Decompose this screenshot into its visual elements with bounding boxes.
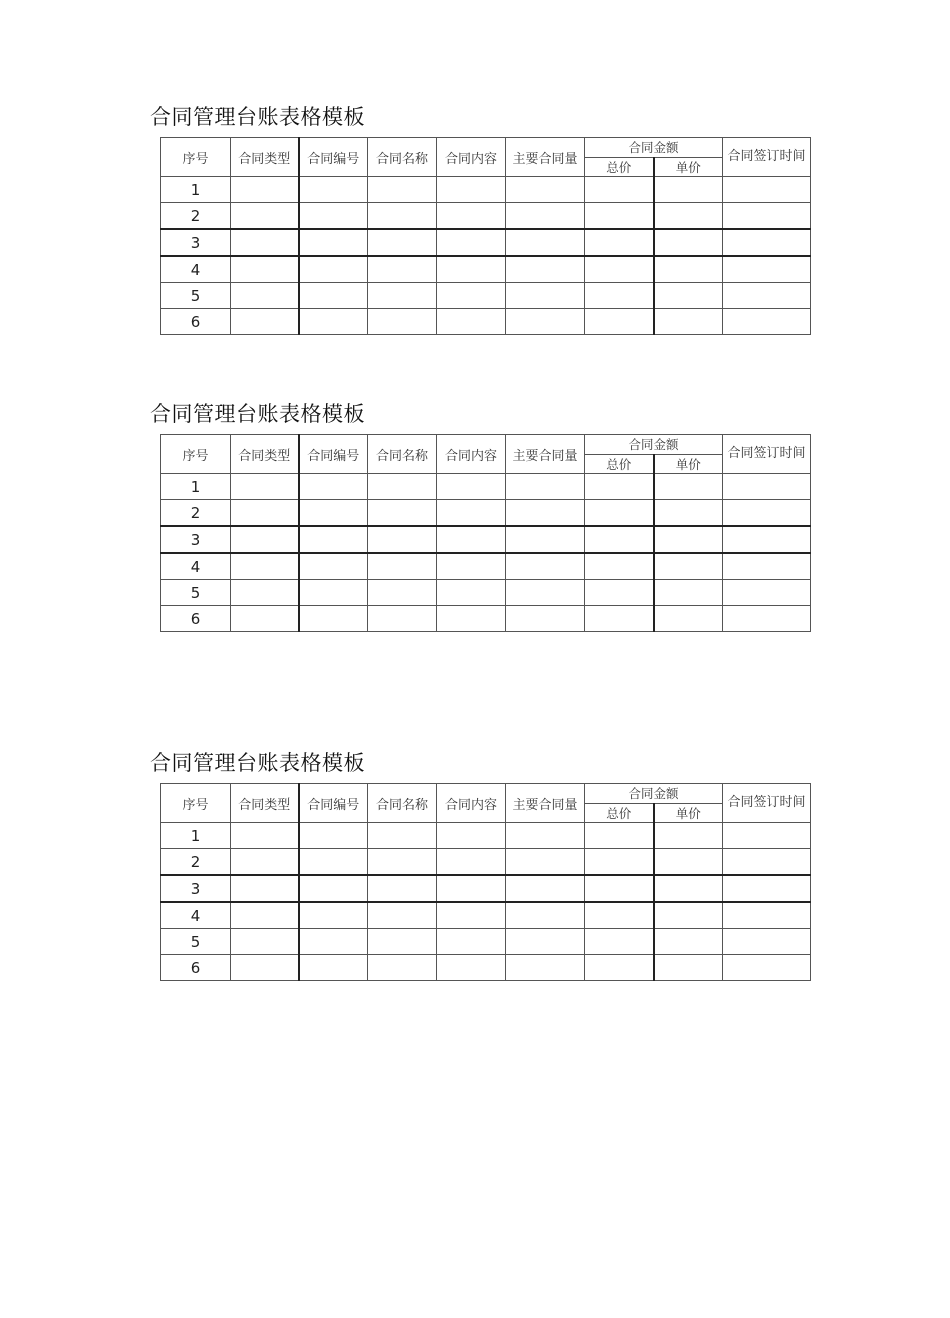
header-number: 合同编号 [299,138,368,177]
table-row [161,500,811,527]
header-total-price: 总价 [585,158,654,177]
header-name: 合同名称 [368,435,437,474]
row-number: 6 [161,606,231,632]
header-amount: 合同金额 [585,138,723,158]
table-row [161,875,811,902]
section-title: 合同管理台账表格模板 [150,402,365,426]
table-row [161,177,811,203]
table-row [161,283,811,309]
row-number: 5 [161,283,231,309]
header-quantity: 主要合同量 [506,138,585,177]
row-number: 2 [161,500,231,527]
row-number: 4 [161,902,231,929]
header-number: 合同编号 [299,435,368,474]
header-quantity: 主要合同量 [506,784,585,823]
table-row [161,606,811,632]
row-number: 2 [161,203,231,230]
table-row [161,553,811,580]
header-content: 合同内容 [437,784,506,823]
header-type: 合同类型 [231,138,299,177]
header-content: 合同内容 [437,435,506,474]
row-number: 5 [161,929,231,955]
ledger-table [160,137,811,335]
row-number: 2 [161,849,231,876]
row-number: 3 [161,875,231,902]
table-row [161,203,811,230]
section-title: 合同管理台账表格模板 [150,105,365,129]
header-name: 合同名称 [368,784,437,823]
header-type: 合同类型 [231,435,299,474]
header-amount: 合同金额 [585,435,723,455]
header-seq: 序号 [161,784,231,823]
ledger-section-3 [150,749,810,977]
header-sign-time: 合同签订时间 [723,784,811,823]
table-row [161,823,811,849]
table-row [161,849,811,876]
header-sign-time: 合同签订时间 [723,138,811,177]
row-number: 1 [161,177,231,203]
header-number: 合同编号 [299,784,368,823]
table-row [161,902,811,929]
header-type: 合同类型 [231,784,299,823]
row-number: 4 [161,553,231,580]
header-seq: 序号 [161,138,231,177]
row-number: 5 [161,580,231,606]
ledger-table [160,434,811,632]
header-name: 合同名称 [368,138,437,177]
row-number: 6 [161,955,231,981]
header-seq: 序号 [161,435,231,474]
header-total-price: 总价 [585,804,654,823]
row-number: 1 [161,474,231,500]
ledger-table [160,783,811,981]
row-number: 4 [161,256,231,283]
header-unit-price: 单价 [654,804,723,823]
header-unit-price: 单价 [654,455,723,474]
table-row [161,474,811,500]
table-row [161,955,811,981]
row-number: 3 [161,229,231,256]
row-number: 3 [161,526,231,553]
table-row [161,580,811,606]
header-amount: 合同金额 [585,784,723,804]
header-quantity: 主要合同量 [506,435,585,474]
table-row [161,526,811,553]
table-row [161,309,811,335]
ledger-section-2 [150,400,810,628]
header-unit-price: 单价 [654,158,723,177]
header-content: 合同内容 [437,138,506,177]
table-row [161,229,811,256]
row-number: 6 [161,309,231,335]
table-row [161,256,811,283]
header-sign-time: 合同签订时间 [723,435,811,474]
row-number: 1 [161,823,231,849]
header-total-price: 总价 [585,455,654,474]
section-title: 合同管理台账表格模板 [150,751,365,775]
ledger-section-1 [150,103,810,331]
table-row [161,929,811,955]
